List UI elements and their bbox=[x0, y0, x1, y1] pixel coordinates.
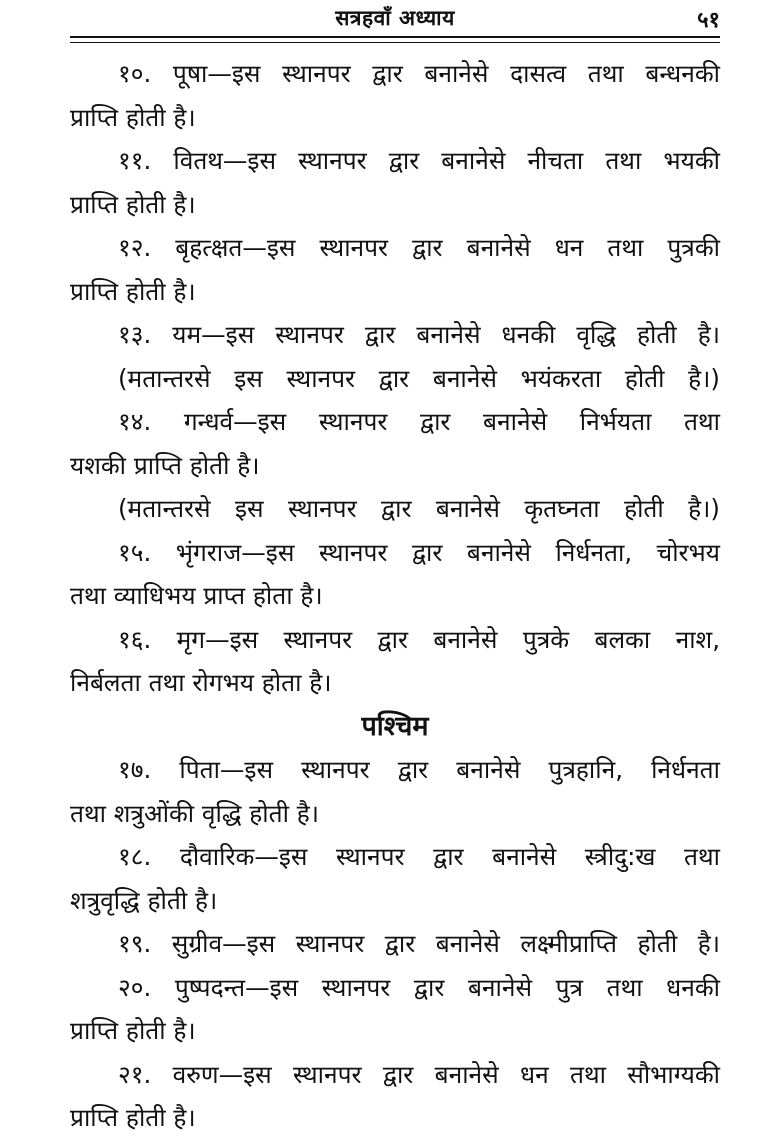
text-line: १०. पूषा—इस स्थानपर द्वार बनानेसे दासत्व तथा बन्धनकी bbox=[118, 59, 720, 88]
section-heading: पश्चिम bbox=[361, 710, 429, 742]
text-line: २१. वरुण—इस स्थानपर द्वार बनानेसे धन तथा सौभाग्यकी bbox=[118, 1059, 720, 1089]
text-line: प्राप्ति होती है। bbox=[70, 1016, 196, 1045]
running-header bbox=[70, 4, 720, 34]
chapter-title: सत्रहवाँ अध्याय bbox=[335, 6, 455, 30]
text-line: यशकी प्राप्ति होती है। bbox=[70, 450, 260, 480]
text-line: १७. पिता—इस स्थानपर द्वार बनानेसे पुत्रहानि, निर्धनता bbox=[118, 755, 720, 784]
text-line: १९. सुग्रीव—इस स्थानपर द्वार बनानेसे लक्ष्मीप्राप्ति होती है। bbox=[118, 929, 720, 958]
text-line: १६. मृग—इस स्थानपर द्वार बनानेसे पुत्रके बलका नाश, bbox=[118, 624, 720, 654]
header-rule-thick bbox=[70, 36, 720, 38]
text-line: तथा शत्रुओंकी वृद्धि होती है। bbox=[70, 798, 320, 828]
text-line: (मतान्तरसे इस स्थानपर द्वार बनानेसे कृतघ्नता होती है।) bbox=[118, 494, 720, 523]
body-text bbox=[70, 52, 720, 1140]
text-line: १४. गन्धर्व—इस स्थानपर द्वार बनानेसे निर्भयता तथा bbox=[118, 407, 720, 436]
text-line: १३. यम—इस स्थानपर द्वार बनानेसे धनकी वृद्धि होती है। bbox=[118, 320, 720, 349]
text-line: निर्बलता तथा रोगभय होता है। bbox=[70, 668, 332, 697]
text-line: १८. दौवारिक—इस स्थानपर द्वार बनानेसे स्त्रीदु:ख तथा bbox=[118, 842, 720, 871]
text-line: १५. भृंगराज—इस स्थानपर द्वार बनानेसे निर्धनता, चोरभय bbox=[118, 537, 720, 567]
text-line: १२. बृहत्क्षत—इस स्थानपर द्वार बनानेसे धन तथा पुत्रकी bbox=[118, 233, 720, 262]
text-line: प्राप्ति होती है। bbox=[70, 102, 196, 132]
page-number: ५१ bbox=[697, 8, 720, 33]
text-line: ११. वितथ—इस स्थानपर द्वार बनानेसे नीचता तथा भयकी bbox=[118, 146, 720, 175]
text-line: प्राप्ति होती है। bbox=[70, 189, 196, 219]
text-line: २०. पुष्पदन्त—इस स्थानपर द्वार बनानेसे पुत्र तथा धनकी bbox=[118, 972, 720, 1002]
header-rule-thin bbox=[70, 42, 720, 43]
text-line: प्राप्ति होती है। bbox=[70, 276, 196, 306]
text-line: (मतान्तरसे इस स्थानपर द्वार बनानेसे भयंकरता होती है।) bbox=[118, 363, 720, 393]
text-line: प्राप्ति होती है। bbox=[70, 1103, 196, 1132]
text-line: शत्रुवृद्धि होती है। bbox=[70, 885, 218, 915]
text-line: तथा व्याधिभय प्राप्त होता है। bbox=[70, 581, 323, 610]
